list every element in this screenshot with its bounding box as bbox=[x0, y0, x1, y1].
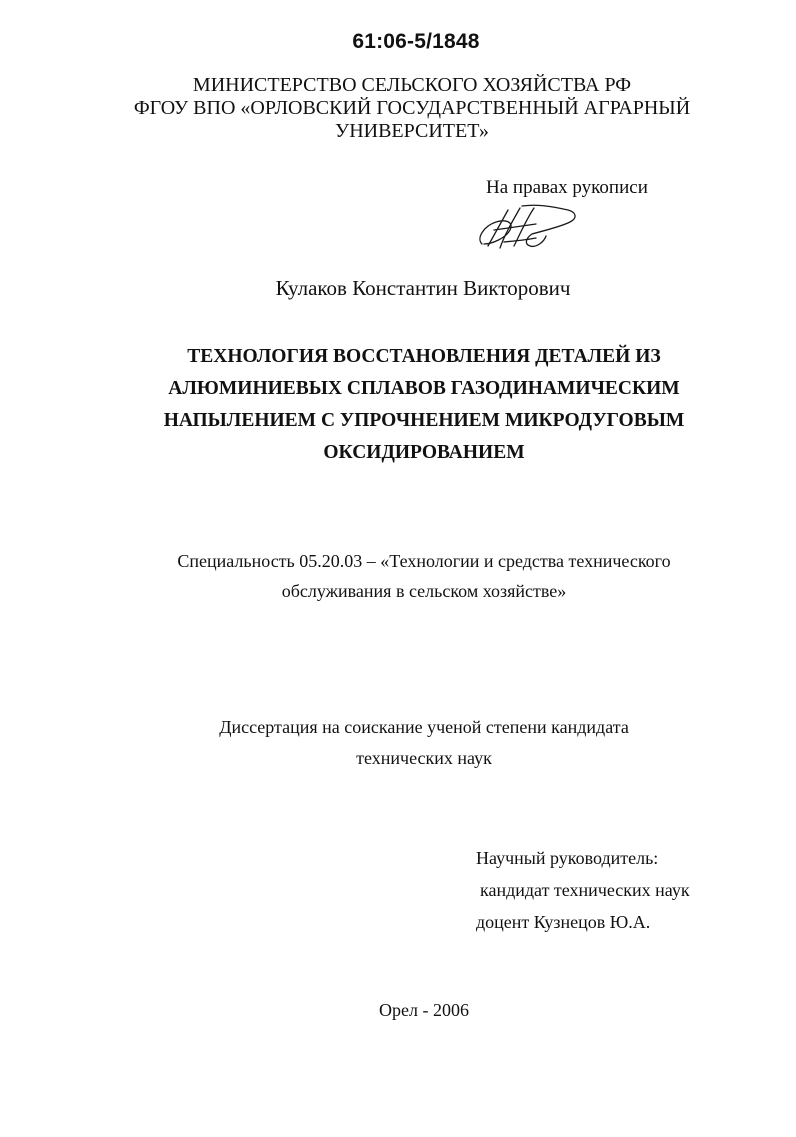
ministry-line-3: УНИВЕРСИТЕТ» bbox=[335, 120, 489, 142]
degree-line-2: технических наук bbox=[356, 748, 492, 768]
author-name: Кулаков Константин Викторович bbox=[275, 276, 571, 300]
ministry-line-2: ФГОУ ВПО «ОРЛОВСКИЙ ГОСУДАРСТВЕННЫЙ АГРАРНЫЙ bbox=[133, 97, 691, 119]
title-line-4: ОКСИДИРОВАНИЕМ bbox=[323, 442, 525, 463]
supervisor-label: Научный руководитель: bbox=[476, 848, 659, 868]
ministry-header bbox=[0, 74, 796, 143]
manuscript-rights-note: На правах рукописи bbox=[486, 177, 648, 198]
title-line-2: АЛЮМИНИЕВЫХ СПЛАВОВ ГАЗОДИНАМИЧЕСКИМ bbox=[168, 378, 680, 399]
dissertation-title bbox=[0, 341, 796, 469]
handwritten-signature bbox=[474, 200, 584, 256]
supervisor-block bbox=[476, 842, 690, 938]
supervisor-name: доцент Кузнецов Ю.А. bbox=[476, 912, 651, 932]
city-year: Орел - 2006 bbox=[379, 1000, 469, 1020]
title-line-3: НАПЫЛЕНИЕМ С УПРОЧНЕНИЕМ МИКРОДУГОВЫМ bbox=[163, 410, 685, 431]
archive-number: 61:06-5/1848 bbox=[352, 30, 480, 53]
degree-line-1: Диссертация на соискание ученой степени кандидата bbox=[219, 717, 629, 737]
specialty-line-2: обслуживания в сельском хозяйстве» bbox=[281, 581, 567, 601]
specialty-line-1: Специальность 05.20.03 – «Технологии и средства технического bbox=[177, 551, 671, 571]
degree-statement bbox=[0, 712, 796, 774]
title-line-1: ТЕХНОЛОГИЯ ВОССТАНОВЛЕНИЯ ДЕТАЛЕЙ ИЗ bbox=[187, 346, 661, 367]
ministry-line-1: МИНИСТЕРСТВО СЕЛЬСКОГО ХОЗЯЙСТВА РФ bbox=[192, 74, 632, 96]
specialty bbox=[0, 546, 796, 606]
supervisor-degree: кандидат технических наук bbox=[480, 880, 690, 900]
